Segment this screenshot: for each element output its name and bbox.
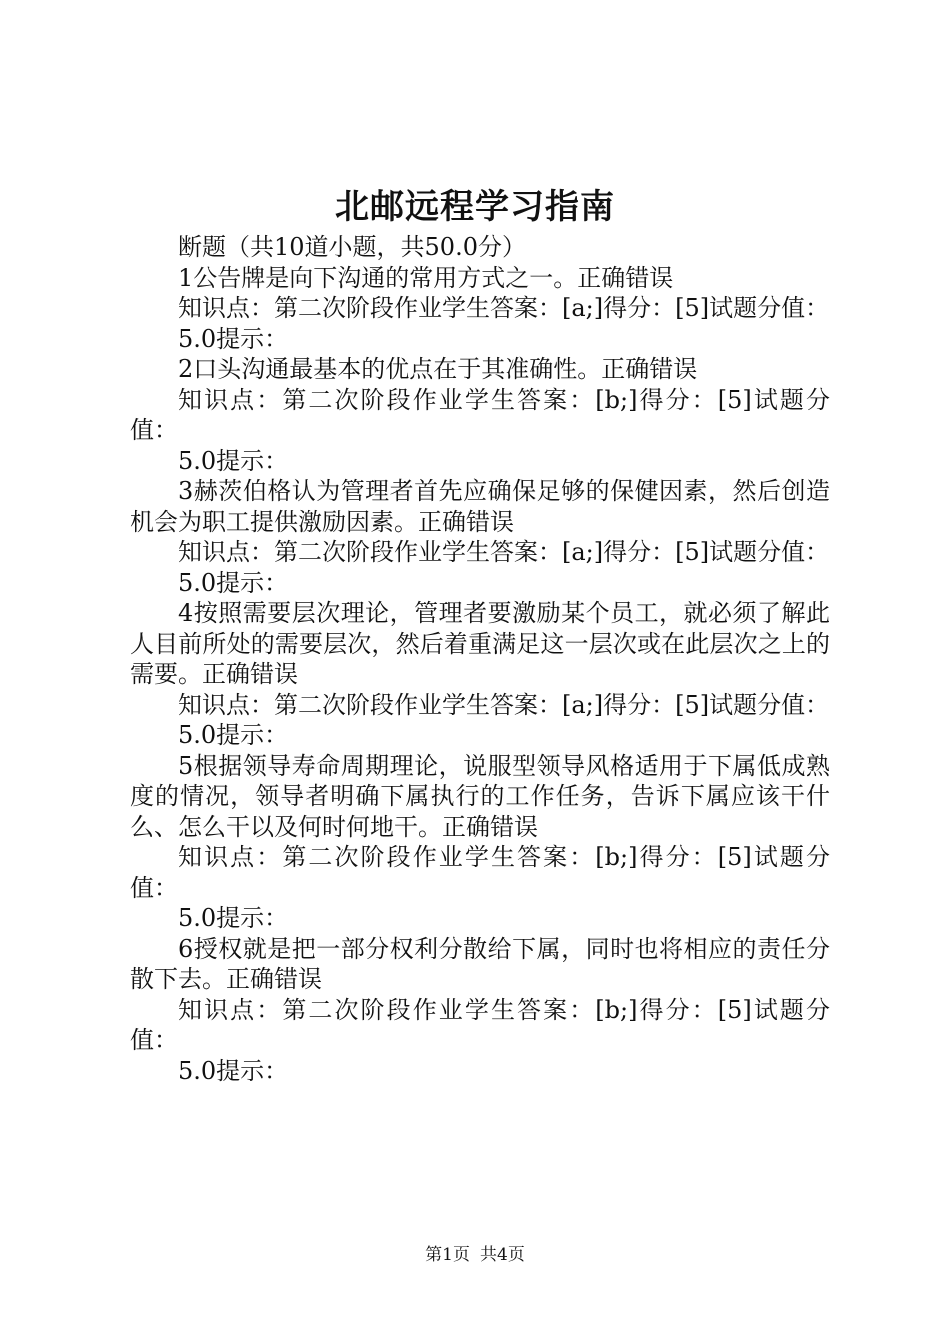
question-meta: 知识点：第二次阶段作业学生答案：[a;]得分：[5]试题分值： (178, 538, 830, 566)
page-title: 北邮远程学习指南 (335, 187, 615, 227)
question-text: 6授权就是把一部分权利分散给下属，同时也将相应的责任分散下去。正确错误 (130, 934, 830, 993)
question-hint: 5.0提示： (178, 904, 289, 932)
question-hint: 5.0提示： (178, 1056, 289, 1085)
question-block-2 (130, 354, 830, 476)
question-block-3 (130, 476, 830, 598)
question-text: 4按照需要层次理论，管理者要激励某个员工，就必须了解此人目前所处的需要层次，然后着重满足这一层次或在此层次之上的需要。正确错误 (130, 599, 830, 688)
question-block-4 (130, 598, 830, 751)
page-total: 共4页 (480, 1245, 525, 1265)
page-footer (0, 1243, 950, 1267)
question-meta: 知识点：第二次阶段作业学生答案：[a;]得分：[5]试题分值： (178, 690, 830, 719)
question-text: 1公告牌是向下沟通的常用方式之一。正确错误 (178, 263, 674, 292)
question-text: 5根据领导寿命周期理论，说服型领导风格适用于下属低成熟度的情况，领导者明确下属执行的工作任务，告诉下属应该干什么、怎么干以及何时何地干。正确错误 (130, 751, 830, 841)
question-meta: 知识点：第二次阶段作业学生答案：[b;]得分：[5]试题分值： (130, 385, 830, 444)
question-hint: 5.0提示： (178, 568, 289, 597)
question-block-6 (130, 934, 830, 1087)
question-hint: 5.0提示： (178, 324, 289, 353)
document-body (130, 232, 830, 1086)
page-number: 第1页 (425, 1245, 470, 1265)
question-hint: 5.0提示： (178, 446, 289, 475)
question-block-1 (130, 263, 830, 355)
question-block-5 (130, 751, 830, 934)
section-header: 断题（共10道小题，共50.0分） (178, 233, 526, 261)
question-hint: 5.0提示： (178, 721, 289, 749)
question-meta: 知识点：第二次阶段作业学生答案：[a;]得分：[5]试题分值： (178, 294, 830, 322)
question-meta: 知识点：第二次阶段作业学生答案：[b;]得分：[5]试题分值： (130, 843, 830, 902)
question-text: 3赫茨伯格认为管理者首先应确保足够的保健因素，然后创造机会为职工提供激励因素。正确错误 (130, 477, 830, 536)
question-text: 2口头沟通最基本的优点在于其准确性。正确错误 (178, 355, 698, 383)
question-meta: 知识点：第二次阶段作业学生答案：[b;]得分：[5]试题分值： (130, 995, 830, 1054)
